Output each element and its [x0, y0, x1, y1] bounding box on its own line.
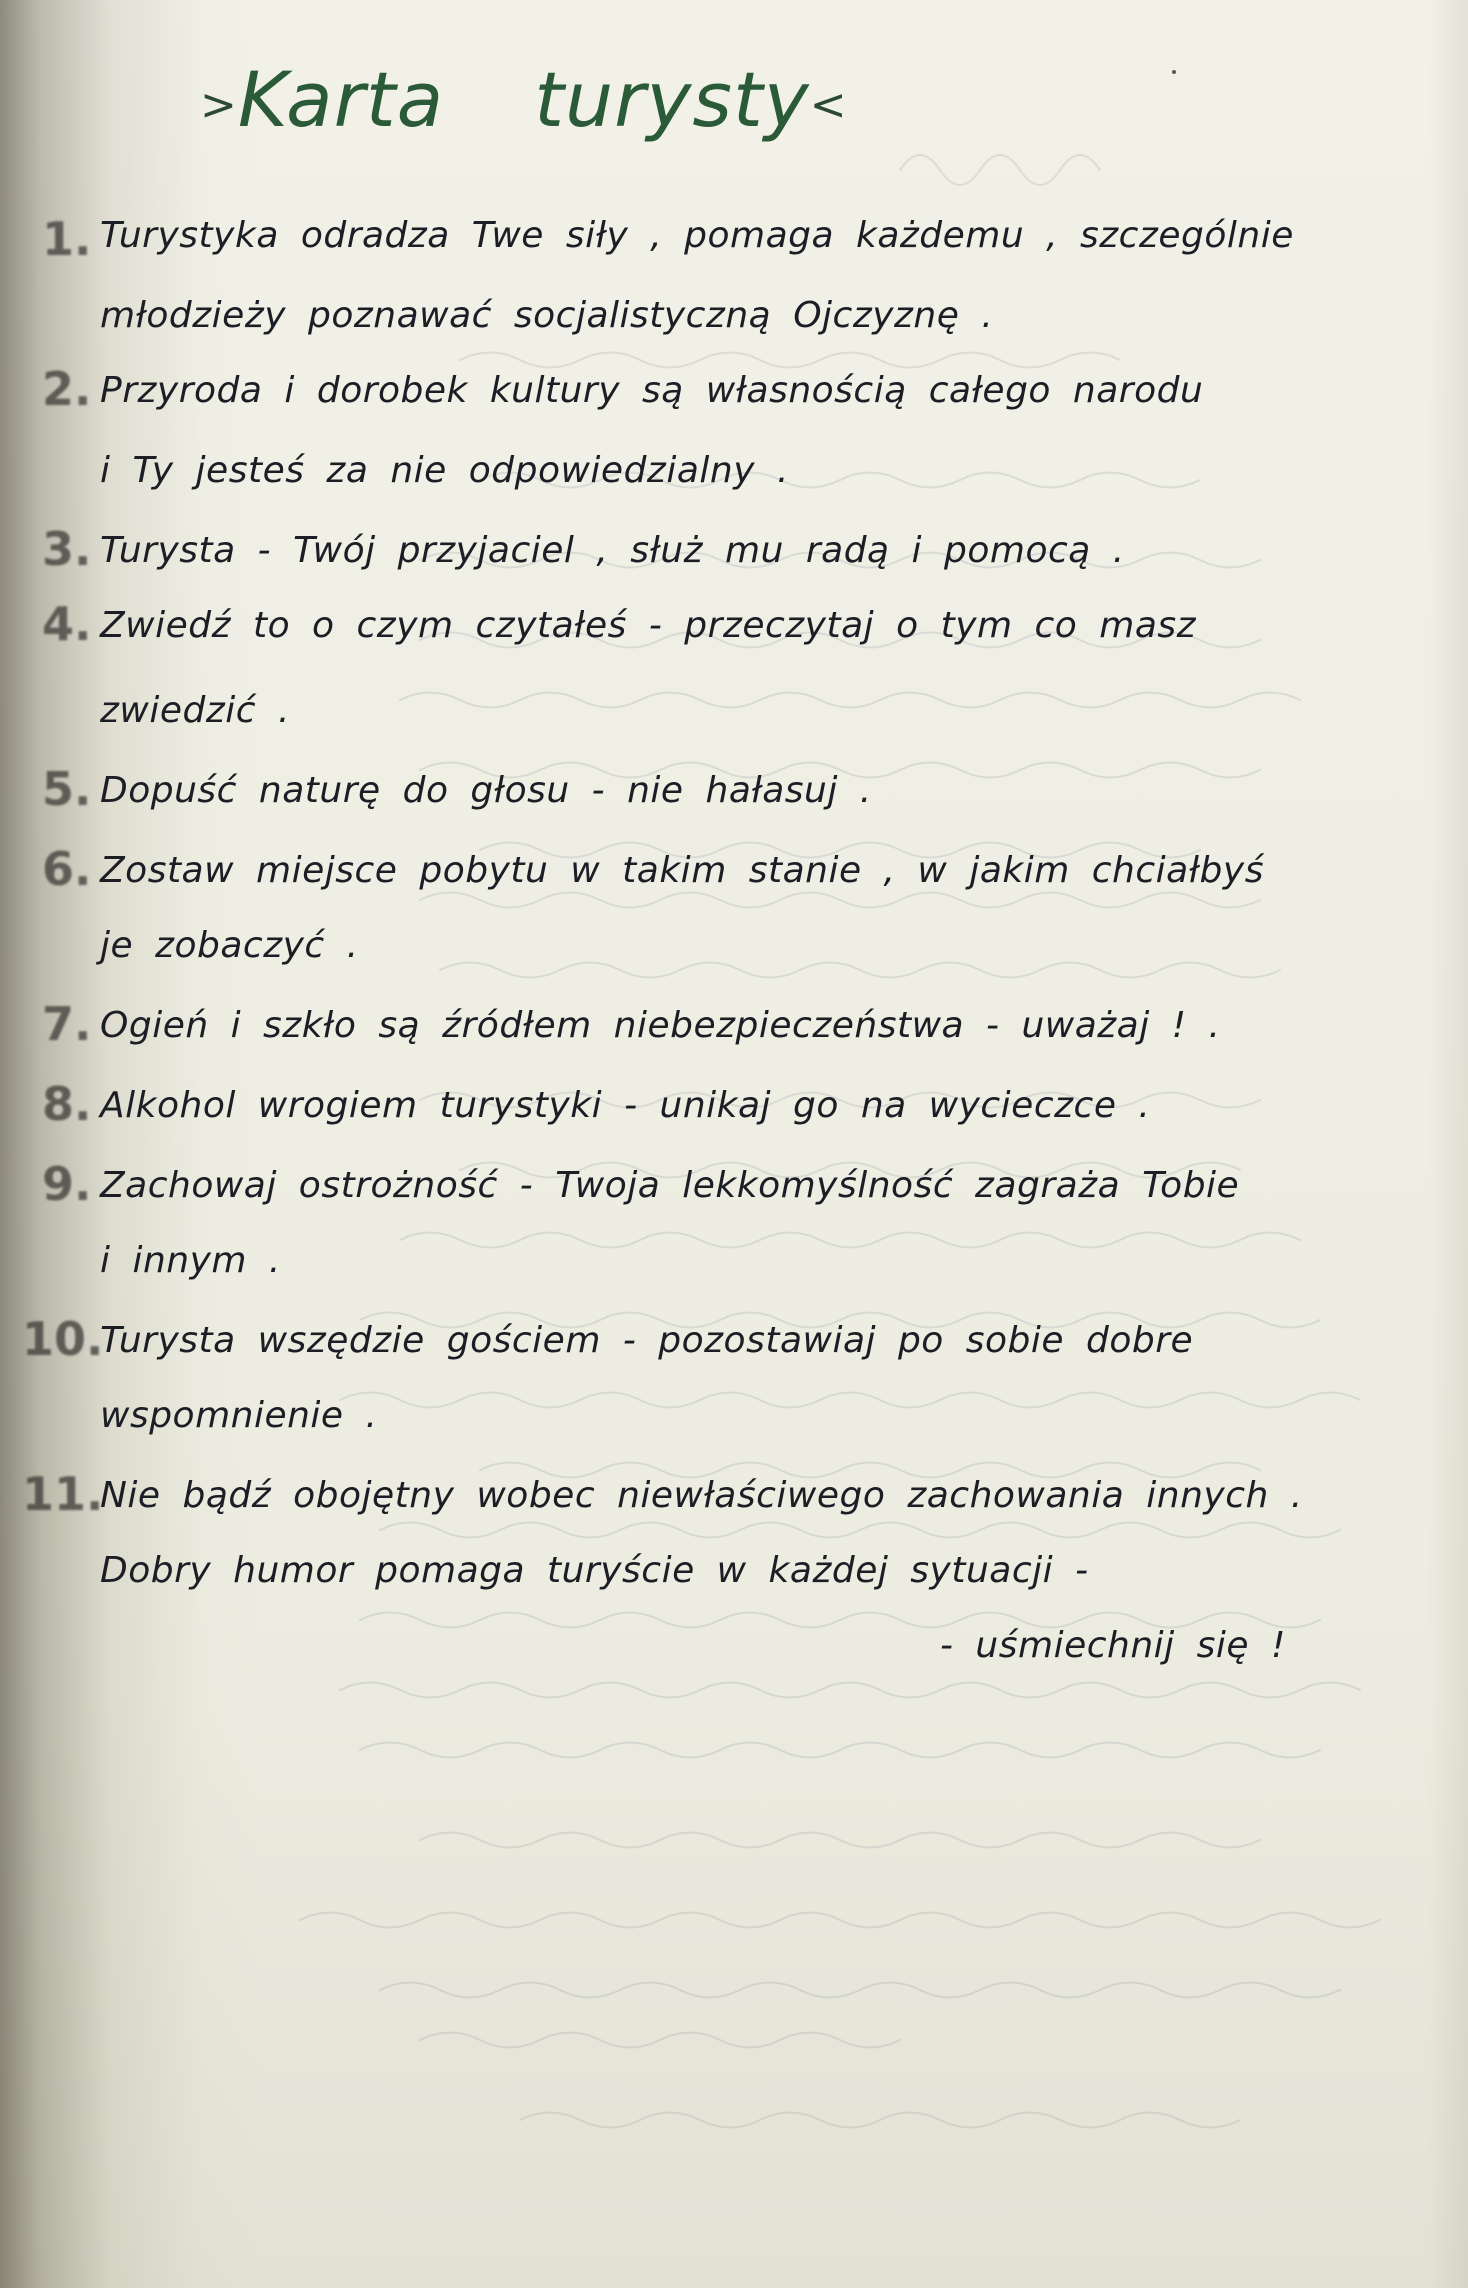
rule-number: 10. [22, 1312, 104, 1366]
text-line: zwiedzić . [100, 690, 290, 731]
rule-number: 5. [42, 762, 92, 816]
ink-dot [1172, 70, 1176, 74]
rule-number: 6. [42, 842, 92, 896]
rule-number: 8. [42, 1077, 92, 1131]
text-line: Turysta wszędzie gościem - pozostawiaj po sobie dobre [100, 1320, 1194, 1361]
text-line: Dobry humor pomaga turyście w każdej sytuacji - [100, 1550, 1089, 1591]
text-line: je zobaczyć . [100, 925, 359, 966]
title-word-turysty: turysty [534, 55, 810, 144]
title-open-mark: > [200, 79, 238, 131]
text-line: i Ty jesteś za nie odpowiedzialny . [100, 450, 789, 491]
text-line: młodzieży poznawać socjalistyczną Ojczyznę . [100, 295, 994, 336]
text-line: Nie bądź obojętny wobec niewłaściwego zachowania innych . [100, 1475, 1303, 1516]
rule-number: 3. [42, 522, 92, 576]
text-line: i innym . [100, 1240, 281, 1281]
rule-number: 2. [42, 362, 92, 416]
text-line: Turystyka odradza Twe siły , pomaga każdemu , szczególnie [100, 215, 1294, 256]
rule-number: 4. [42, 597, 92, 651]
text-line: Ogień i szkło są źródłem niebezpieczeństwa - uważaj ! . [100, 1005, 1221, 1046]
text-line: Turysta - Twój przyjaciel , służ mu radą i pomocą . [100, 530, 1125, 571]
rule-number: 7. [42, 997, 92, 1051]
text-line: Zwiedź to o czym czytałeś - przeczytaj o tym co masz [100, 605, 1197, 646]
text-line: wspomnienie . [100, 1395, 378, 1436]
text-line: - uśmiechnij się ! [940, 1625, 1286, 1666]
text-line: Przyroda i dorobek kultury są własnością całego narodu [100, 370, 1204, 411]
title-close-mark: < [809, 79, 848, 131]
rule-number: 11. [22, 1467, 104, 1521]
rule-number: 1. [42, 212, 92, 266]
rule-number: 9. [42, 1157, 92, 1211]
text-line: Zachowaj ostrożność - Twoja lekkomyślność zagraża Tobie [100, 1165, 1240, 1206]
text-line: Zostaw miejsce pobytu w takim stanie , w jakim chciałbyś [100, 850, 1264, 891]
title-word-karta: Karta [237, 55, 445, 144]
text-line: Alkohol wrogiem turystyki - unikaj go na wycieczce . [100, 1085, 1151, 1126]
text-line: Dopuść naturę do głosu - nie hałasuj . [100, 770, 872, 811]
page-edge-shadow [1428, 0, 1468, 2288]
page-title [200, 55, 848, 144]
